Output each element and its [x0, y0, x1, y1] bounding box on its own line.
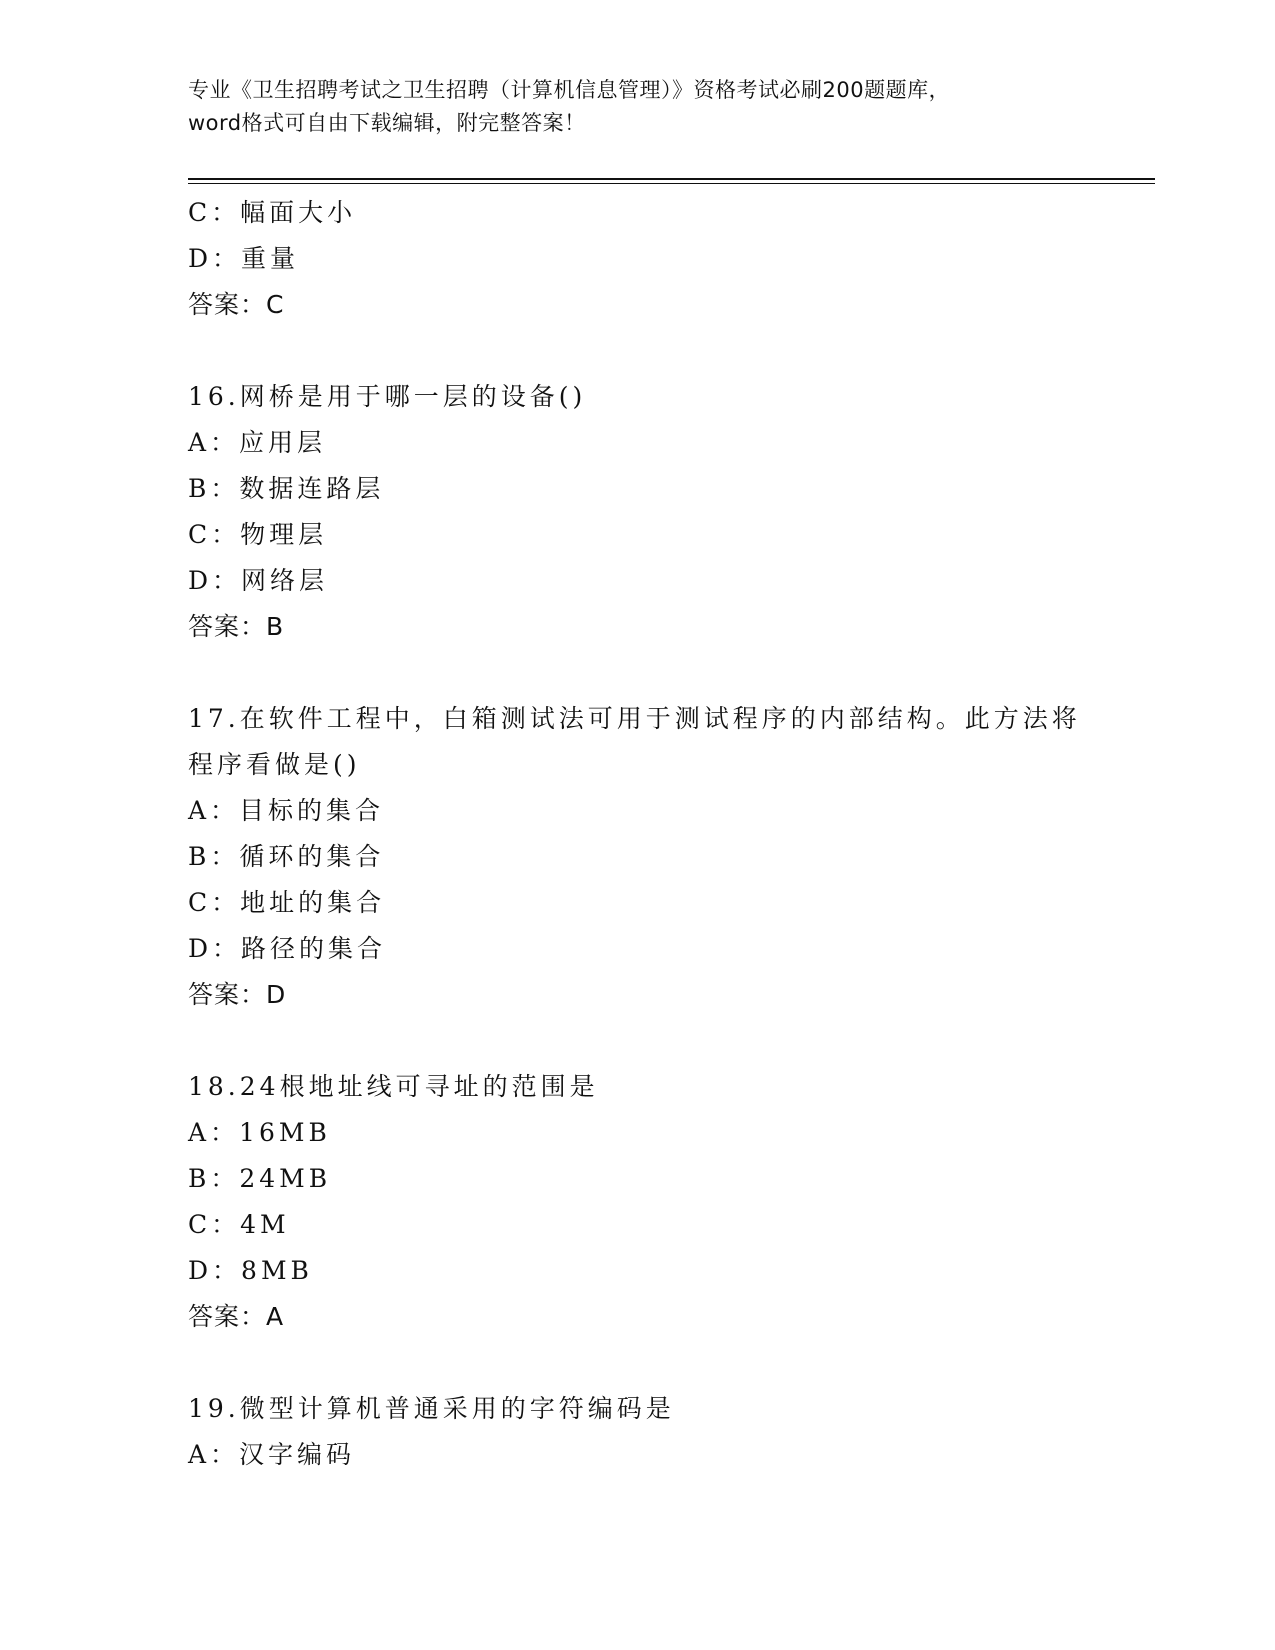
header-line-2: word格式可自由下载编辑，附完整答案！	[188, 111, 586, 135]
option-b: B：数据连路层	[188, 474, 385, 503]
question-19	[188, 1386, 1088, 1478]
answer: 答案：C	[188, 290, 285, 319]
option-c: C：4M	[188, 1210, 290, 1239]
option-a: A：应用层	[188, 428, 327, 457]
answer: 答案：A	[188, 1302, 285, 1331]
question-18	[188, 1064, 1088, 1340]
question-16	[188, 374, 1088, 650]
spacer	[188, 650, 1088, 696]
option-c: C：地址的集合	[188, 888, 386, 917]
question-17	[188, 696, 1088, 1018]
option-c: C：物理层	[188, 520, 328, 549]
option-b: B：24MB	[188, 1164, 332, 1193]
spacer	[188, 1340, 1088, 1386]
question-stem: 18.24根地址线可寻址的范围是	[188, 1072, 599, 1101]
question-list	[188, 190, 1088, 1478]
header-line-1: 专业《卫生招聘考试之卫生招聘（计算机信息管理）》资格考试必刷200题题库，	[188, 78, 951, 102]
option-d: D：重量	[188, 244, 300, 273]
option-d: D：网络层	[188, 566, 329, 595]
question-stem: 17.在软件工程中，白箱测试法可用于测试程序的内部结构。此方法将	[188, 704, 1081, 733]
question-stem: 19.微型计算机普通采用的字符编码是	[188, 1394, 675, 1423]
header-divider-thin	[188, 183, 1155, 184]
option-b: B：循环的集合	[188, 842, 385, 871]
previous-question-tail	[188, 190, 1088, 328]
header-divider-thick	[188, 178, 1155, 180]
option-d: D：8MB	[188, 1256, 313, 1285]
option-c: C：幅面大小	[188, 198, 357, 227]
question-stem-continued: 程序看做是()	[188, 750, 361, 779]
option-a: A：汉字编码	[188, 1440, 356, 1469]
spacer	[188, 1018, 1088, 1064]
document-header	[188, 74, 1088, 140]
question-stem: 16.网桥是用于哪一层的设备()	[188, 382, 587, 411]
spacer	[188, 328, 1088, 374]
answer: 答案：B	[188, 612, 285, 641]
option-a: A：目标的集合	[188, 796, 385, 825]
option-d: D：路径的集合	[188, 934, 387, 963]
answer: 答案：D	[188, 980, 287, 1009]
option-a: A：16MB	[188, 1118, 331, 1147]
